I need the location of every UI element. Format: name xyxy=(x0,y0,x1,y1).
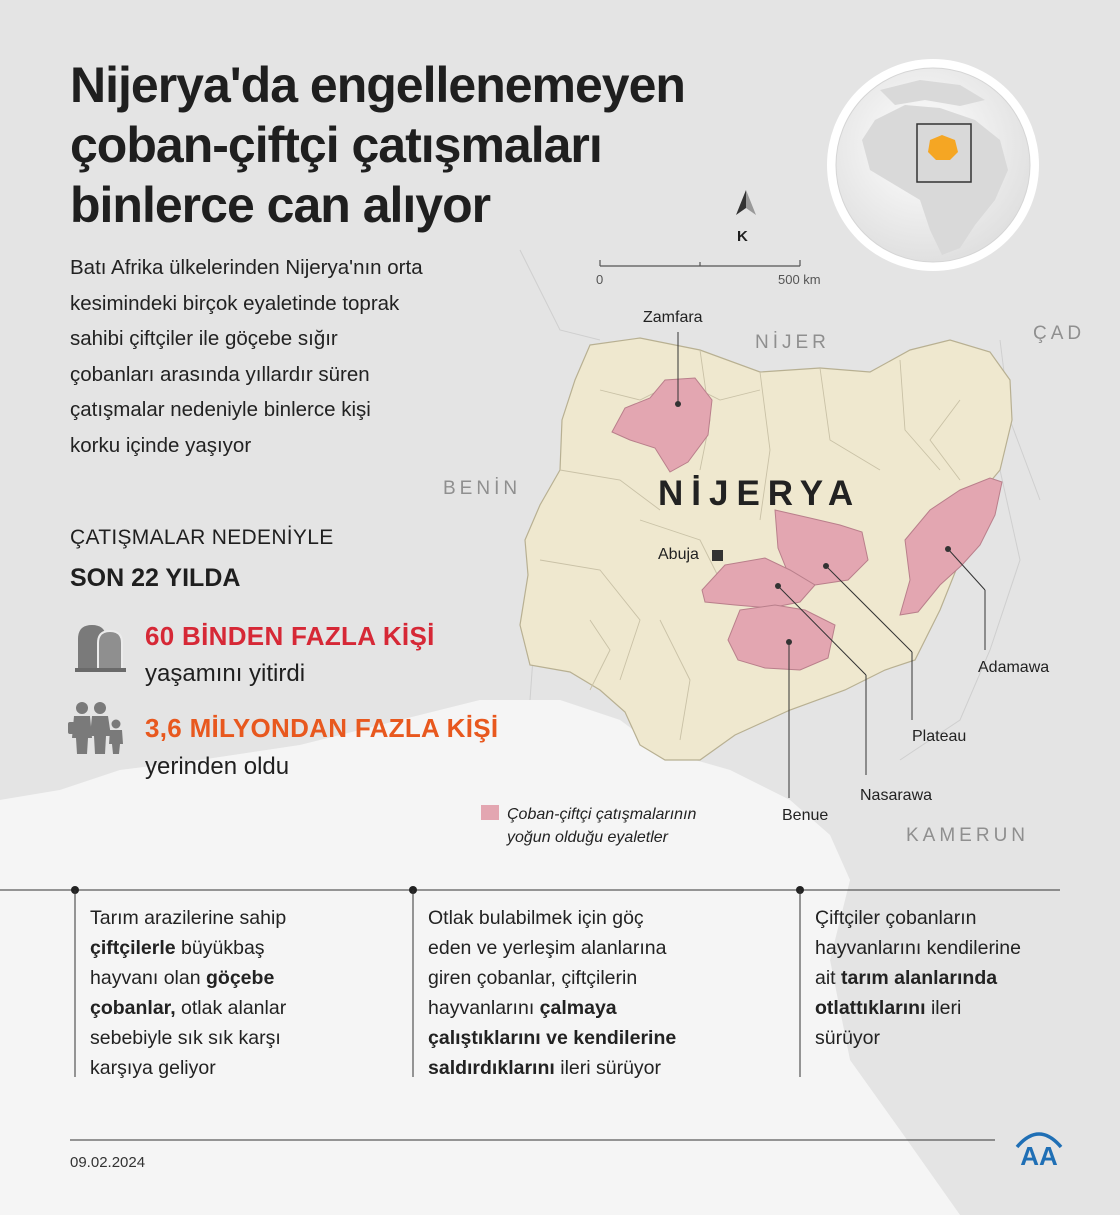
legend-text xyxy=(507,803,767,849)
aa-logo-text: AA xyxy=(1020,1141,1058,1167)
aa-logo-icon xyxy=(1013,1125,1065,1167)
displaced-value: 3,6 MİLYONDAN FAZLA KİŞİ xyxy=(145,713,499,743)
cameroon-label: KAMERUN xyxy=(906,825,1030,846)
abuja-marker xyxy=(712,550,723,561)
col2-line: çalıştıklarını ve kendilerine xyxy=(428,1027,677,1049)
legend-swatch xyxy=(481,805,499,820)
page-title xyxy=(70,55,770,235)
intro-line: kesimindeki birçok eyaletinde toprak xyxy=(70,291,400,315)
col1-line: çiftçilerle büyükbaş xyxy=(90,937,265,959)
col3-line: ait tarım alanlarında xyxy=(815,967,998,989)
globe xyxy=(827,59,1039,271)
adamawa-label: Adamawa xyxy=(978,659,1050,676)
column-3 xyxy=(815,903,1075,1053)
north-label: K xyxy=(737,228,748,245)
niger-label: NİJER xyxy=(755,332,830,353)
nigeria-label: NİJERYA xyxy=(658,474,862,513)
col2-line: hayvanlarını çalmaya xyxy=(428,997,617,1019)
intro-paragraph xyxy=(70,250,570,463)
stats-period: SON 22 YILDA xyxy=(70,564,241,592)
title-line-3: binlerce can alıyor xyxy=(70,177,491,233)
chad-label: ÇAD xyxy=(1033,323,1086,344)
stats-heading: ÇATIŞMALAR NEDENİYLE xyxy=(70,526,334,549)
col2-line: saldırdıklarını ileri sürüyor xyxy=(428,1057,662,1079)
col1-line: sebebiyle sık sık karşı xyxy=(90,1027,281,1049)
deaths-value: 60 BİNDEN FAZLA KİŞİ xyxy=(145,621,435,651)
col3-line: Çiftçiler çobanların xyxy=(815,907,977,929)
legend-line-1: Çoban-çiftçi çatışmalarının xyxy=(507,806,697,823)
col1-line: çobanlar, otlak alanlar xyxy=(90,997,287,1019)
abuja-label: Abuja xyxy=(658,546,699,563)
col2-line: giren çobanlar, çiftçilerin xyxy=(428,967,638,989)
publish-date: 09.02.2024 xyxy=(70,1154,146,1171)
col3-line: otlattıklarını ileri xyxy=(815,997,962,1019)
title-line-2: çoban-çiftçi çatışmaları xyxy=(70,117,602,173)
legend-line-2: yoğun olduğu eyaletler xyxy=(507,829,669,846)
intro-line: çobanları arasında yıllardır süren xyxy=(70,362,370,386)
intro-line: çatışmalar nedeniyle binlerce kişi xyxy=(70,398,371,421)
nasarawa-label: Nasarawa xyxy=(860,787,933,804)
displaced-label: yerinden oldu xyxy=(145,753,290,780)
col3-line: sürüyor xyxy=(815,1027,881,1049)
zamfara-label: Zamfara xyxy=(643,309,703,326)
scale-end: 500 km xyxy=(778,272,821,287)
intro-line: sahibi çiftçiler ile göçebe sığır xyxy=(70,327,338,350)
title-line-1: Nijerya'da engellenemeyen xyxy=(70,57,685,113)
column-1 xyxy=(90,903,360,1083)
plateau-label: Plateau xyxy=(912,728,967,745)
deaths-label: yaşamını yitirdi xyxy=(145,660,306,687)
intro-line: Batı Afrika ülkelerinden Nijerya'nın orta xyxy=(70,256,423,279)
intro-line: korku içinde yaşıyor xyxy=(70,433,252,457)
col1-line: Tarım arazilerine sahip xyxy=(90,907,287,929)
col3-line: hayvanlarını kendilerine xyxy=(815,937,1021,959)
benin-label: BENİN xyxy=(443,478,522,499)
family-icon xyxy=(66,698,124,756)
col2-line: eden ve yerleşim alanlarına xyxy=(428,937,667,959)
col2-line: Otlak bulabilmek için göç xyxy=(428,907,644,929)
scale-start: 0 xyxy=(596,272,604,287)
benue-label: Benue xyxy=(782,807,829,824)
col1-line: karşıya geliyor xyxy=(90,1057,216,1079)
col1-line: hayvanı olan göçebe xyxy=(90,967,275,989)
column-2 xyxy=(428,903,728,1083)
gravestone-icon xyxy=(72,617,130,675)
